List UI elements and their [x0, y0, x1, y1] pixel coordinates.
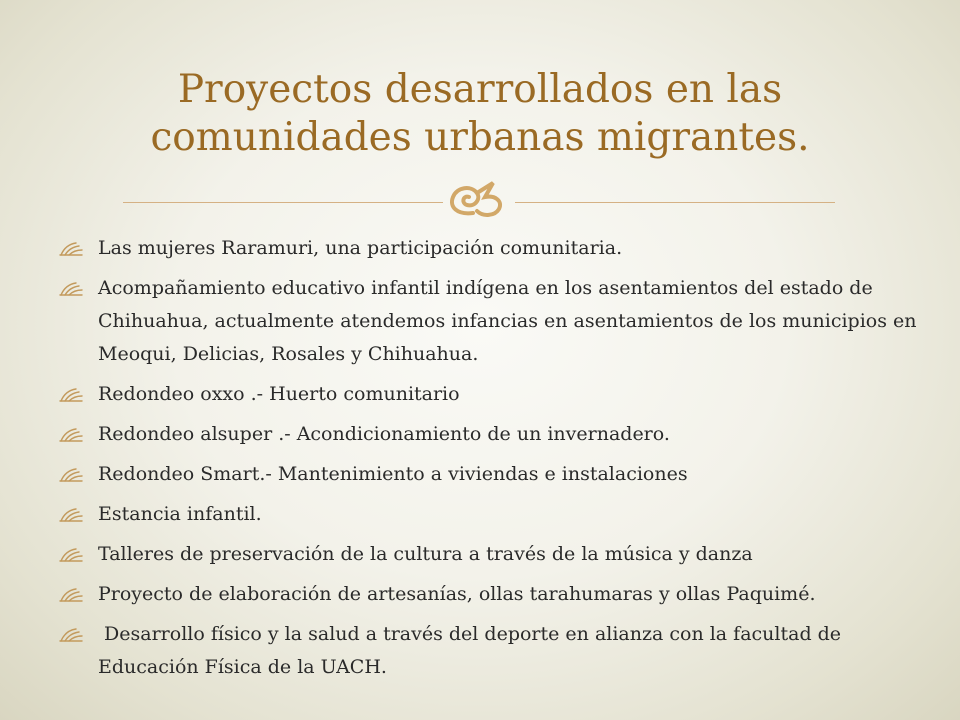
- title-line-1: Proyectos desarrollados en las: [177, 67, 783, 112]
- list-item: [58, 378, 918, 411]
- list-item: [58, 618, 918, 684]
- list-item-text: Acompañamiento educativo infantil indígena en los asentamientos del estado de Chihuahua, actualmente atendemos infancias en asentamientos de los municipios en Meoqui, Delicias, Rosales y Chihuahua.: [98, 277, 917, 365]
- list-item-text: Proyecto de elaboración de artesanías, ollas tarahumaras y ollas Paquimé.: [98, 583, 816, 605]
- wing-dingbat-icon: [58, 240, 84, 258]
- curl-ornament-icon: [443, 179, 515, 219]
- list-item: [58, 232, 918, 265]
- wing-dingbat-icon: [58, 626, 84, 644]
- wing-dingbat-icon: [58, 546, 84, 564]
- slide-title: [0, 66, 960, 162]
- list-item: [58, 498, 918, 531]
- list-item-text: Desarrollo físico y la salud a través del deporte en alianza con la facultad de Educación Física de la UACH.: [98, 623, 848, 678]
- wing-dingbat-icon: [58, 280, 84, 298]
- list-item-text: Redondeo alsuper .- Acondicionamiento de un invernadero.: [98, 423, 670, 445]
- list-item-text: Talleres de preservación de la cultura a través de la música y danza: [98, 543, 753, 565]
- list-item-text: Redondeo oxxo .- Huerto comunitario: [98, 383, 460, 405]
- wing-dingbat-icon: [58, 386, 84, 404]
- list-item: [58, 538, 918, 571]
- list-item-text: Redondeo Smart.- Mantenimiento a viviendas e instalaciones: [98, 463, 688, 485]
- list-item-text: Estancia infantil.: [98, 503, 262, 525]
- title-line-2: comunidades urbanas migrantes.: [150, 115, 810, 160]
- wing-dingbat-icon: [58, 466, 84, 484]
- list-item: [58, 458, 918, 491]
- list-item: [58, 418, 918, 451]
- wing-dingbat-icon: [58, 506, 84, 524]
- list-item: [58, 578, 918, 611]
- divider-rule-left: [123, 202, 443, 203]
- list-item: [58, 272, 918, 371]
- wing-dingbat-icon: [58, 426, 84, 444]
- list-item-text: Las mujeres Raramuri, una participación comunitaria.: [98, 237, 623, 259]
- wing-dingbat-icon: [58, 586, 84, 604]
- divider-rule-right: [515, 202, 835, 203]
- project-list: [58, 232, 918, 691]
- title-divider: [123, 179, 835, 219]
